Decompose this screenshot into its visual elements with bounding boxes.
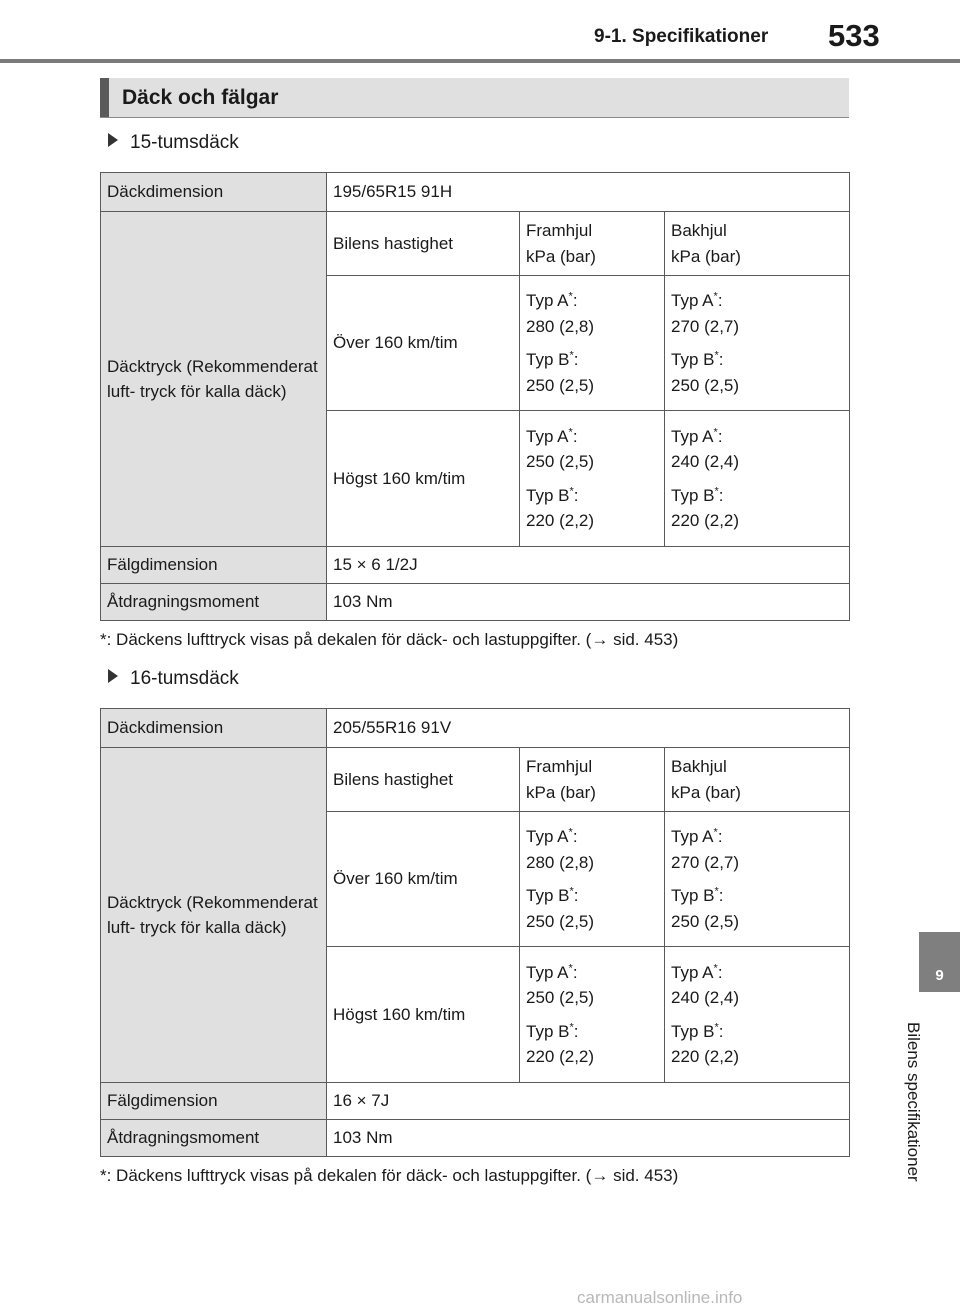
label-tire-pressure: Däcktryck (Rekommenderat luft- tryck för kalla däck) <box>101 212 327 547</box>
speed-over-160: Över 160 km/tim <box>327 812 520 947</box>
speed-max-160: Högst 160 km/tim <box>327 411 520 547</box>
table-row <box>101 212 850 276</box>
subheading-15 <box>108 132 239 154</box>
value-rim-dimension: 16 × 7J <box>327 1083 850 1120</box>
header-rear: Bakhjul kPa (bar) <box>665 748 850 812</box>
tire-spec-table-16 <box>100 708 850 1157</box>
watermark: carmanualsonline.info <box>577 1288 743 1307</box>
label-torque: Åtdragningsmoment <box>101 584 327 621</box>
front-over-160: Typ A*: 280 (2,8) Typ B*: 250 (2,5) <box>520 812 665 947</box>
table-row <box>101 1120 850 1157</box>
header-speed: Bilens hastighet <box>327 748 520 812</box>
speed-max-160: Högst 160 km/tim <box>327 947 520 1083</box>
value-tire-dimension: 205/55R16 91V <box>327 709 850 748</box>
label-torque: Åtdragningsmoment <box>101 1120 327 1157</box>
header-front: Framhjul kPa (bar) <box>520 748 665 812</box>
table-row <box>101 173 850 212</box>
tire-spec-table-15 <box>100 172 850 621</box>
label-rim-dimension: Fälgdimension <box>101 547 327 584</box>
heading-text: Däck och fälgar <box>122 86 279 109</box>
chapter-tab <box>919 932 960 992</box>
subheading-text: 15-tumsdäck <box>130 132 239 153</box>
header-front: Framhjul kPa (bar) <box>520 212 665 276</box>
rear-max-160: Typ A*: 240 (2,4) Typ B*: 220 (2,2) <box>665 411 850 547</box>
heading-accent-bar <box>100 78 109 117</box>
chapter-label: Bilens specifikationer <box>904 1022 923 1182</box>
chapter-number: 9 <box>935 967 944 984</box>
rear-over-160: Typ A*: 270 (2,7) Typ B*: 250 (2,5) <box>665 812 850 947</box>
footnote-16: *: Däckens lufttryck visas på dekalen för däck- och lastuppgifter. (→ sid. 453) <box>100 1166 679 1185</box>
bullet-arrow-icon <box>108 669 118 683</box>
value-torque: 103 Nm <box>327 584 850 621</box>
label-tire-dimension: Däckdimension <box>101 709 327 748</box>
front-max-160: Typ A*: 250 (2,5) Typ B*: 220 (2,2) <box>520 411 665 547</box>
page-number: 533 <box>828 18 880 53</box>
table-row <box>101 547 850 584</box>
bullet-arrow-icon <box>108 133 118 147</box>
table-row <box>101 1083 850 1120</box>
section-heading <box>100 78 849 118</box>
header-speed: Bilens hastighet <box>327 212 520 276</box>
rear-over-160: Typ A*: 270 (2,7) Typ B*: 250 (2,5) <box>665 276 850 411</box>
value-tire-dimension: 195/65R15 91H <box>327 173 850 212</box>
subheading-text: 16-tumsdäck <box>130 668 239 689</box>
label-rim-dimension: Fälgdimension <box>101 1083 327 1120</box>
label-tire-dimension: Däckdimension <box>101 173 327 212</box>
value-torque: 103 Nm <box>327 1120 850 1157</box>
rear-max-160: Typ A*: 240 (2,4) Typ B*: 220 (2,2) <box>665 947 850 1083</box>
header-divider <box>0 59 960 63</box>
subheading-16 <box>108 668 239 690</box>
table-row <box>101 748 850 812</box>
front-over-160: Typ A*: 280 (2,8) Typ B*: 250 (2,5) <box>520 276 665 411</box>
header-rear: Bakhjul kPa (bar) <box>665 212 850 276</box>
front-max-160: Typ A*: 250 (2,5) Typ B*: 220 (2,2) <box>520 947 665 1083</box>
label-tire-pressure: Däcktryck (Rekommenderat luft- tryck för kalla däck) <box>101 748 327 1083</box>
table-row <box>101 584 850 621</box>
table-row <box>101 709 850 748</box>
section-title: 9-1. Specifikationer <box>594 26 769 47</box>
footnote-15: *: Däckens lufttryck visas på dekalen för däck- och lastuppgifter. (→ sid. 453) <box>100 630 679 649</box>
speed-over-160: Över 160 km/tim <box>327 276 520 411</box>
value-rim-dimension: 15 × 6 1/2J <box>327 547 850 584</box>
